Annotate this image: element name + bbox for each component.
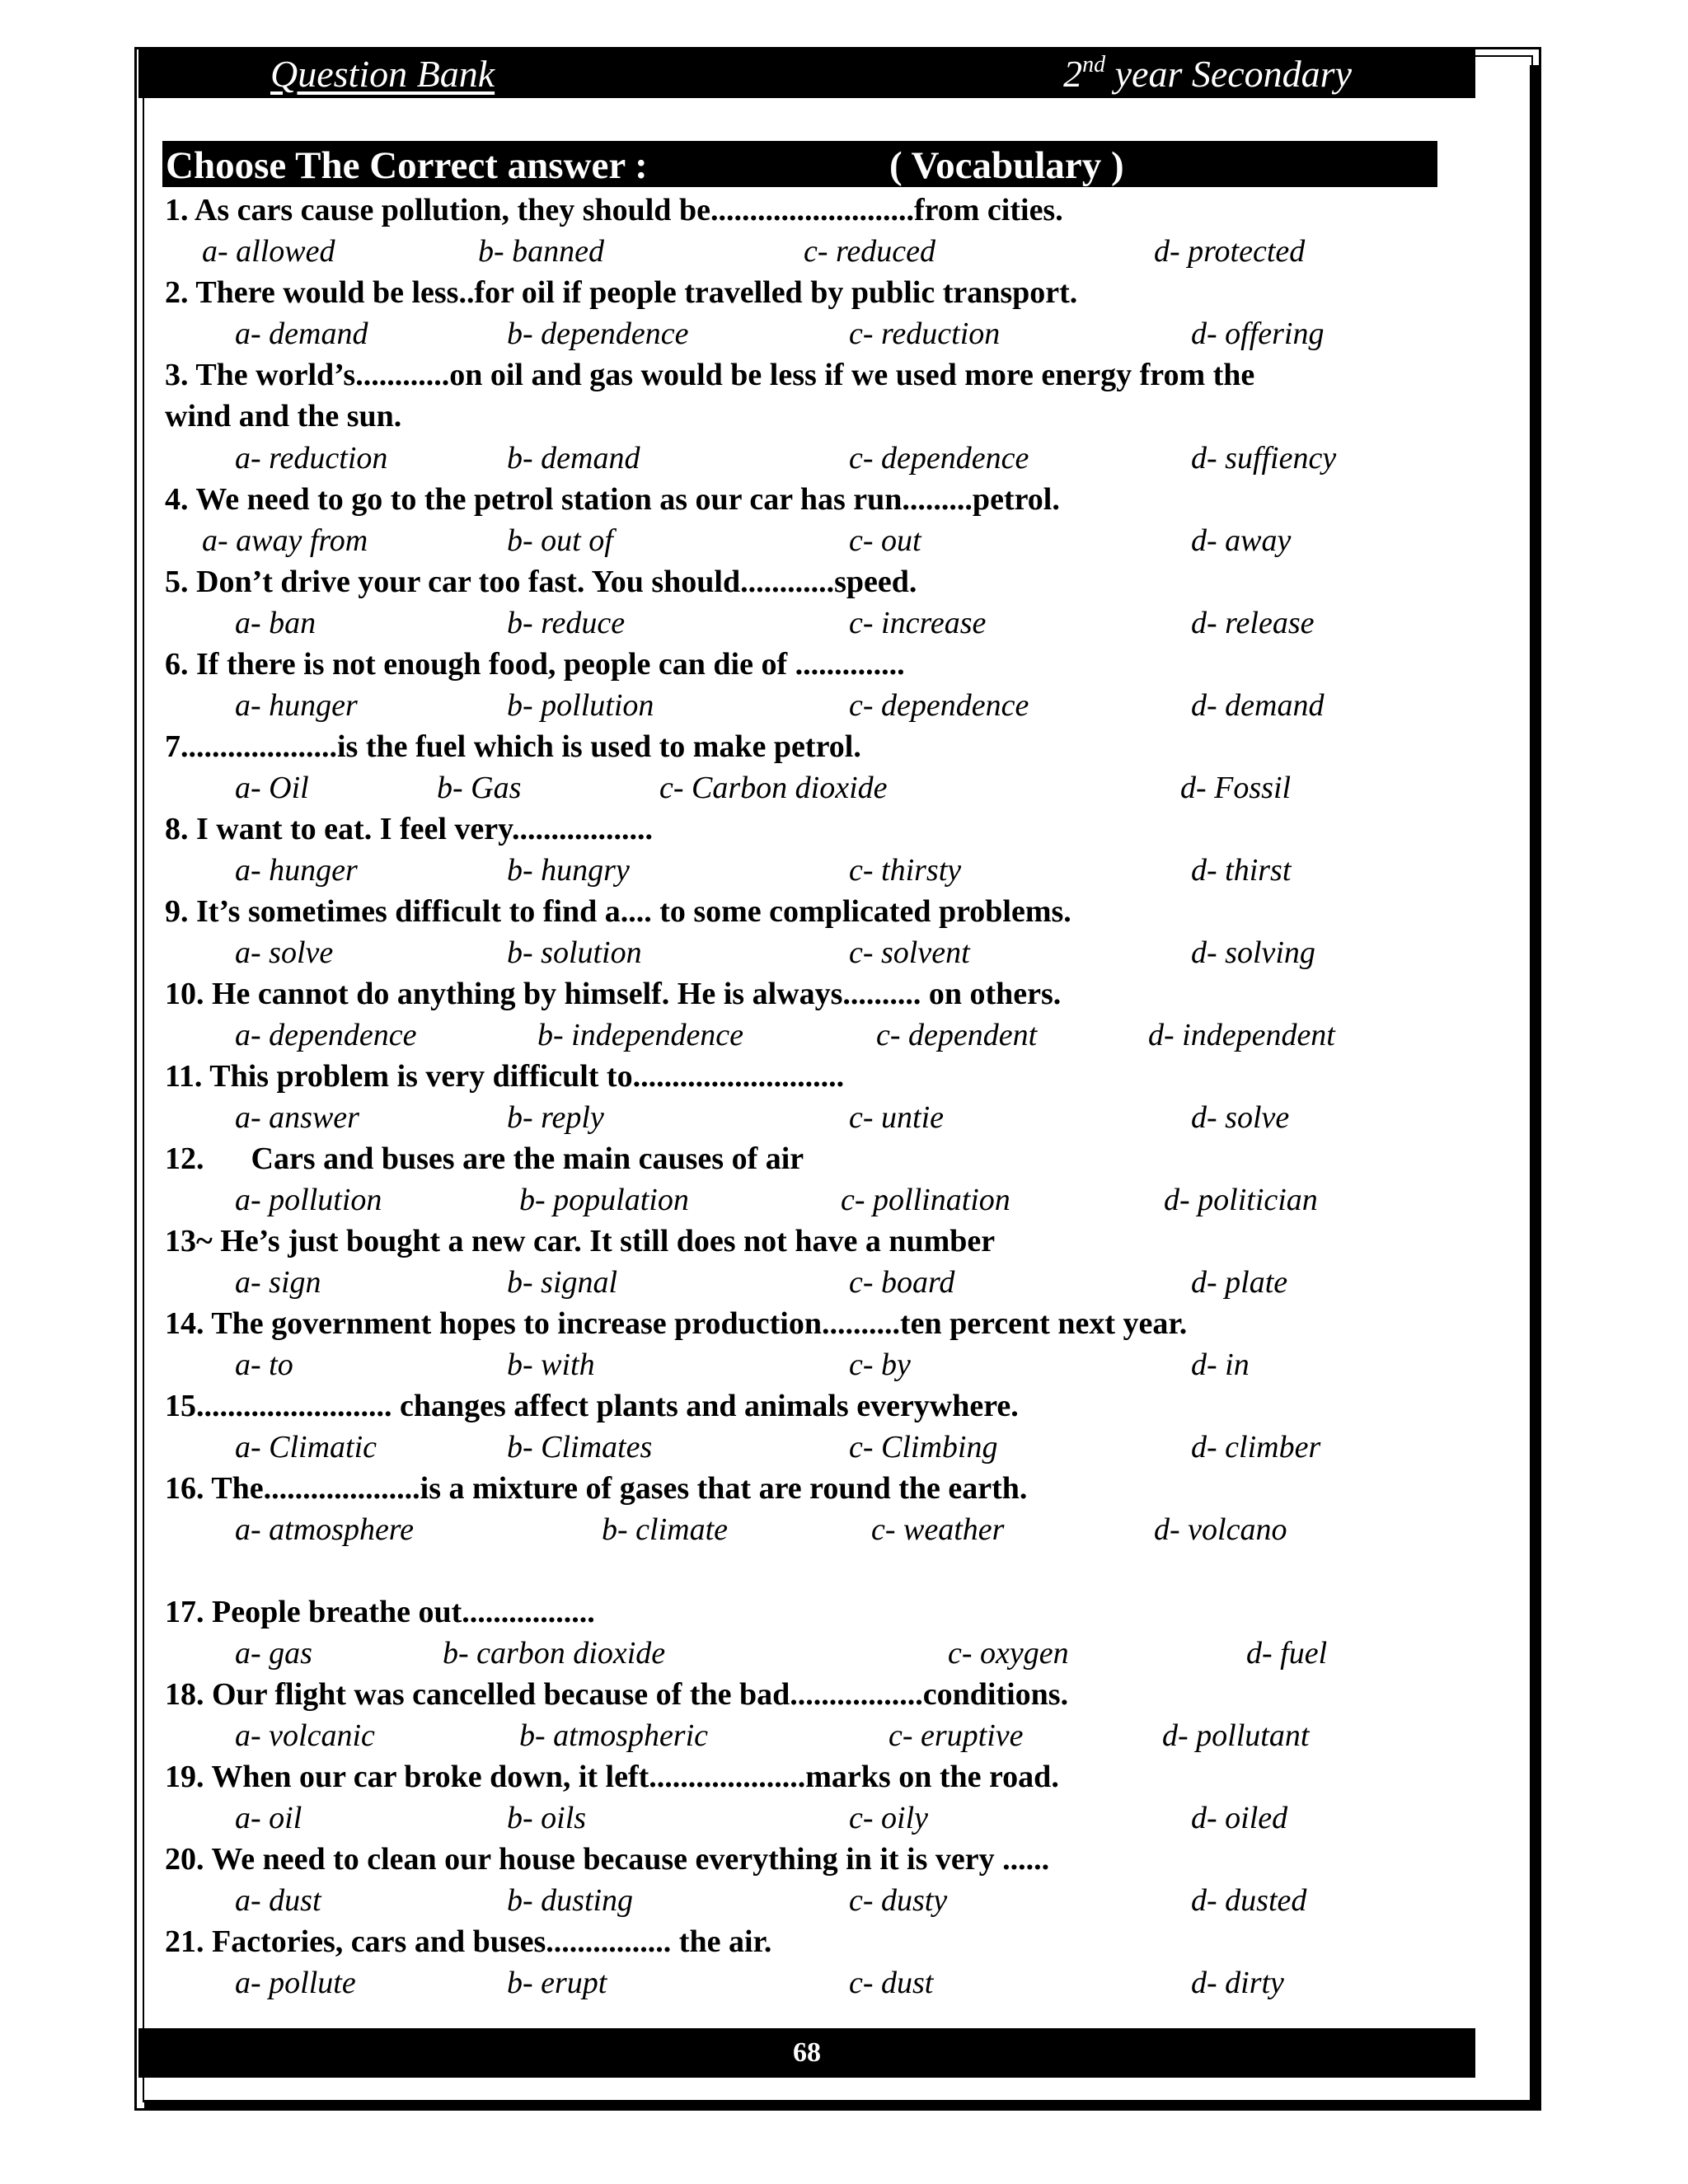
option-b: b- reply (507, 1100, 604, 1135)
question-text: 7....................is the fuel which is used to make petrol. (165, 729, 861, 764)
option-a: a- solve (235, 935, 334, 970)
option-a: a- pollution (235, 1183, 382, 1217)
option-b: b- carbon dioxide (443, 1636, 666, 1671)
option-c: c- weather (871, 1512, 1005, 1547)
option-a: a- away from (202, 523, 368, 558)
option-b: b- reduce (507, 606, 626, 640)
option-a: a- oil (235, 1801, 302, 1835)
page-footer (138, 2028, 1475, 2078)
option-c: c- Climbing (849, 1430, 998, 1465)
option-d: d- protected (1154, 234, 1306, 269)
option-b: b- banned (478, 234, 605, 269)
option-d: d- demand (1191, 688, 1325, 723)
option-c: c- oily (849, 1801, 929, 1835)
option-b: b- solution (507, 935, 642, 970)
option-a: a- reduction (235, 441, 388, 476)
option-d: d- fuel (1246, 1636, 1328, 1671)
option-d: d- release (1191, 606, 1315, 640)
question-text: 9. It’s sometimes difficult to find a.... to some complicated problems. (165, 894, 1071, 929)
option-b: b- independence (537, 1018, 744, 1052)
section-topic: ( Vocabulary ) (889, 144, 1124, 187)
question-text: 2. There would be less..for oil if people travelled by public transport. (165, 275, 1078, 310)
option-a: a- answer (235, 1100, 359, 1135)
question-text: 3. The world’s............on oil and gas would be less if we used more energy from the (165, 358, 1255, 392)
option-d: d- volcano (1154, 1512, 1287, 1547)
option-d: d- politician (1164, 1183, 1318, 1217)
option-c: c- dependent (876, 1018, 1038, 1052)
option-a: a- dust (235, 1883, 321, 1918)
question-text: 10. He cannot do anything by himself. He is always.......... on others. (165, 977, 1062, 1011)
option-b: b- dusting (507, 1883, 634, 1918)
option-d: d- suffiency (1191, 441, 1337, 476)
option-a: a- demand (235, 316, 368, 351)
option-d: d- Fossil (1180, 771, 1292, 805)
option-c: c- increase (849, 606, 987, 640)
option-d: d- offering (1191, 316, 1325, 351)
question-text: 6. If there is not enough food, people can die of .............. (165, 647, 905, 682)
option-d: d- plate (1191, 1265, 1288, 1300)
option-b: b- pollution (507, 688, 654, 723)
question-text: 15......................... changes affect plants and animals everywhere. (165, 1389, 1019, 1423)
option-a: a- dependence (235, 1018, 417, 1052)
option-a: a- sign (235, 1265, 321, 1300)
option-d: d- dusted (1191, 1883, 1307, 1918)
option-c: c- reduced (804, 234, 935, 269)
question-text: 20. We need to clean our house because everything in it is very ...... (165, 1842, 1050, 1877)
option-d: d- in (1191, 1347, 1250, 1382)
option-c: c- dependence (849, 441, 1029, 476)
option-c: c- untie (849, 1100, 945, 1135)
option-c: c- dust (849, 1966, 934, 2000)
question-text: 5. Don’t drive your car too fast. You should............speed. (165, 565, 917, 599)
option-a: a- Climatic (235, 1430, 377, 1465)
option-d: d- away (1191, 523, 1292, 558)
option-b: b- Gas (437, 771, 522, 805)
option-c: c- thirsty (849, 853, 962, 888)
option-b: b- out of (507, 523, 613, 558)
option-d: d- oiled (1191, 1801, 1288, 1835)
option-b: b- erupt (507, 1966, 607, 2000)
option-c: c- board (849, 1265, 955, 1300)
question-text: 1. As cars cause pollution, they should be..........................from cities. (165, 193, 1063, 227)
option-b: b- demand (507, 441, 640, 476)
option-c: c- reduction (849, 316, 1001, 351)
option-d: d- climber (1191, 1430, 1321, 1465)
option-b: b- dependence (507, 316, 689, 351)
question-text: 12. Cars and buses are the main causes of air (165, 1141, 804, 1176)
option-a: a- hunger (235, 688, 358, 723)
option-a: a- allowed (202, 234, 335, 269)
option-a: a- hunger (235, 853, 358, 888)
option-a: a- atmosphere (235, 1512, 415, 1547)
option-a: a- pollute (235, 1966, 356, 2000)
option-c: c- solvent (849, 935, 970, 970)
option-a: a- to (235, 1347, 293, 1382)
option-c: c- oxygen (948, 1636, 1069, 1671)
option-c: c- out (849, 523, 921, 558)
option-b: b- hungry (507, 853, 630, 888)
question-text: 11. This problem is very difficult to........................... (165, 1059, 845, 1094)
question-text: 18. Our flight was cancelled because of the bad.................conditions. (165, 1677, 1069, 1712)
option-a: a- ban (235, 606, 316, 640)
option-a: a- volcanic (235, 1718, 375, 1753)
option-d: d- independent (1148, 1018, 1335, 1052)
question-text: 4. We need to go to the petrol station as our car has run.........petrol. (165, 482, 1060, 517)
option-c: c- Carbon dioxide (659, 771, 888, 805)
option-d: d- pollutant (1162, 1718, 1310, 1753)
option-b: b- with (507, 1347, 595, 1382)
option-d: d- thirst (1191, 853, 1292, 888)
option-d: d- dirty (1191, 1966, 1284, 2000)
option-c: c- by (849, 1347, 911, 1382)
option-b: b- signal (507, 1265, 618, 1300)
option-c: c- dependence (849, 688, 1029, 723)
option-d: d- solve (1191, 1100, 1290, 1135)
option-c: c- pollination (841, 1183, 1010, 1217)
option-d: d- solving (1191, 935, 1315, 970)
question-text: 17. People breathe out................. (165, 1595, 595, 1629)
question-text: 21. Factories, cars and buses................ the air. (165, 1924, 772, 1959)
option-b: b- Climates (507, 1430, 653, 1465)
option-a: a- gas (235, 1636, 312, 1671)
question-text: 8. I want to eat. I feel very.................. (165, 812, 654, 846)
header-title: Question Bank (270, 53, 495, 95)
option-b: b- oils (507, 1801, 587, 1835)
section-instruction: Choose The Correct answer : (166, 144, 648, 187)
question-text: 19. When our car broke down, it left....................marks on the road. (165, 1760, 1059, 1794)
question-text: 14. The government hopes to increase production..........ten percent next year. (165, 1306, 1188, 1341)
question-text: 13~ He’s just bought a new car. It still does not have a number (165, 1224, 996, 1258)
question-text-continued: wind and the sun. (165, 399, 402, 434)
option-b: b- atmospheric (519, 1718, 709, 1753)
option-c: c- eruptive (889, 1718, 1024, 1753)
option-b: b- population (519, 1183, 689, 1217)
option-a: a- Oil (235, 771, 309, 805)
option-b: b- climate (602, 1512, 729, 1547)
page-number: 68 (793, 2037, 821, 2068)
option-c: c- dusty (849, 1883, 948, 1918)
header-grade: 2nd year Secondary (1063, 52, 1352, 95)
question-text: 16. The....................is a mixture of gases that are round the earth. (165, 1471, 1028, 1506)
